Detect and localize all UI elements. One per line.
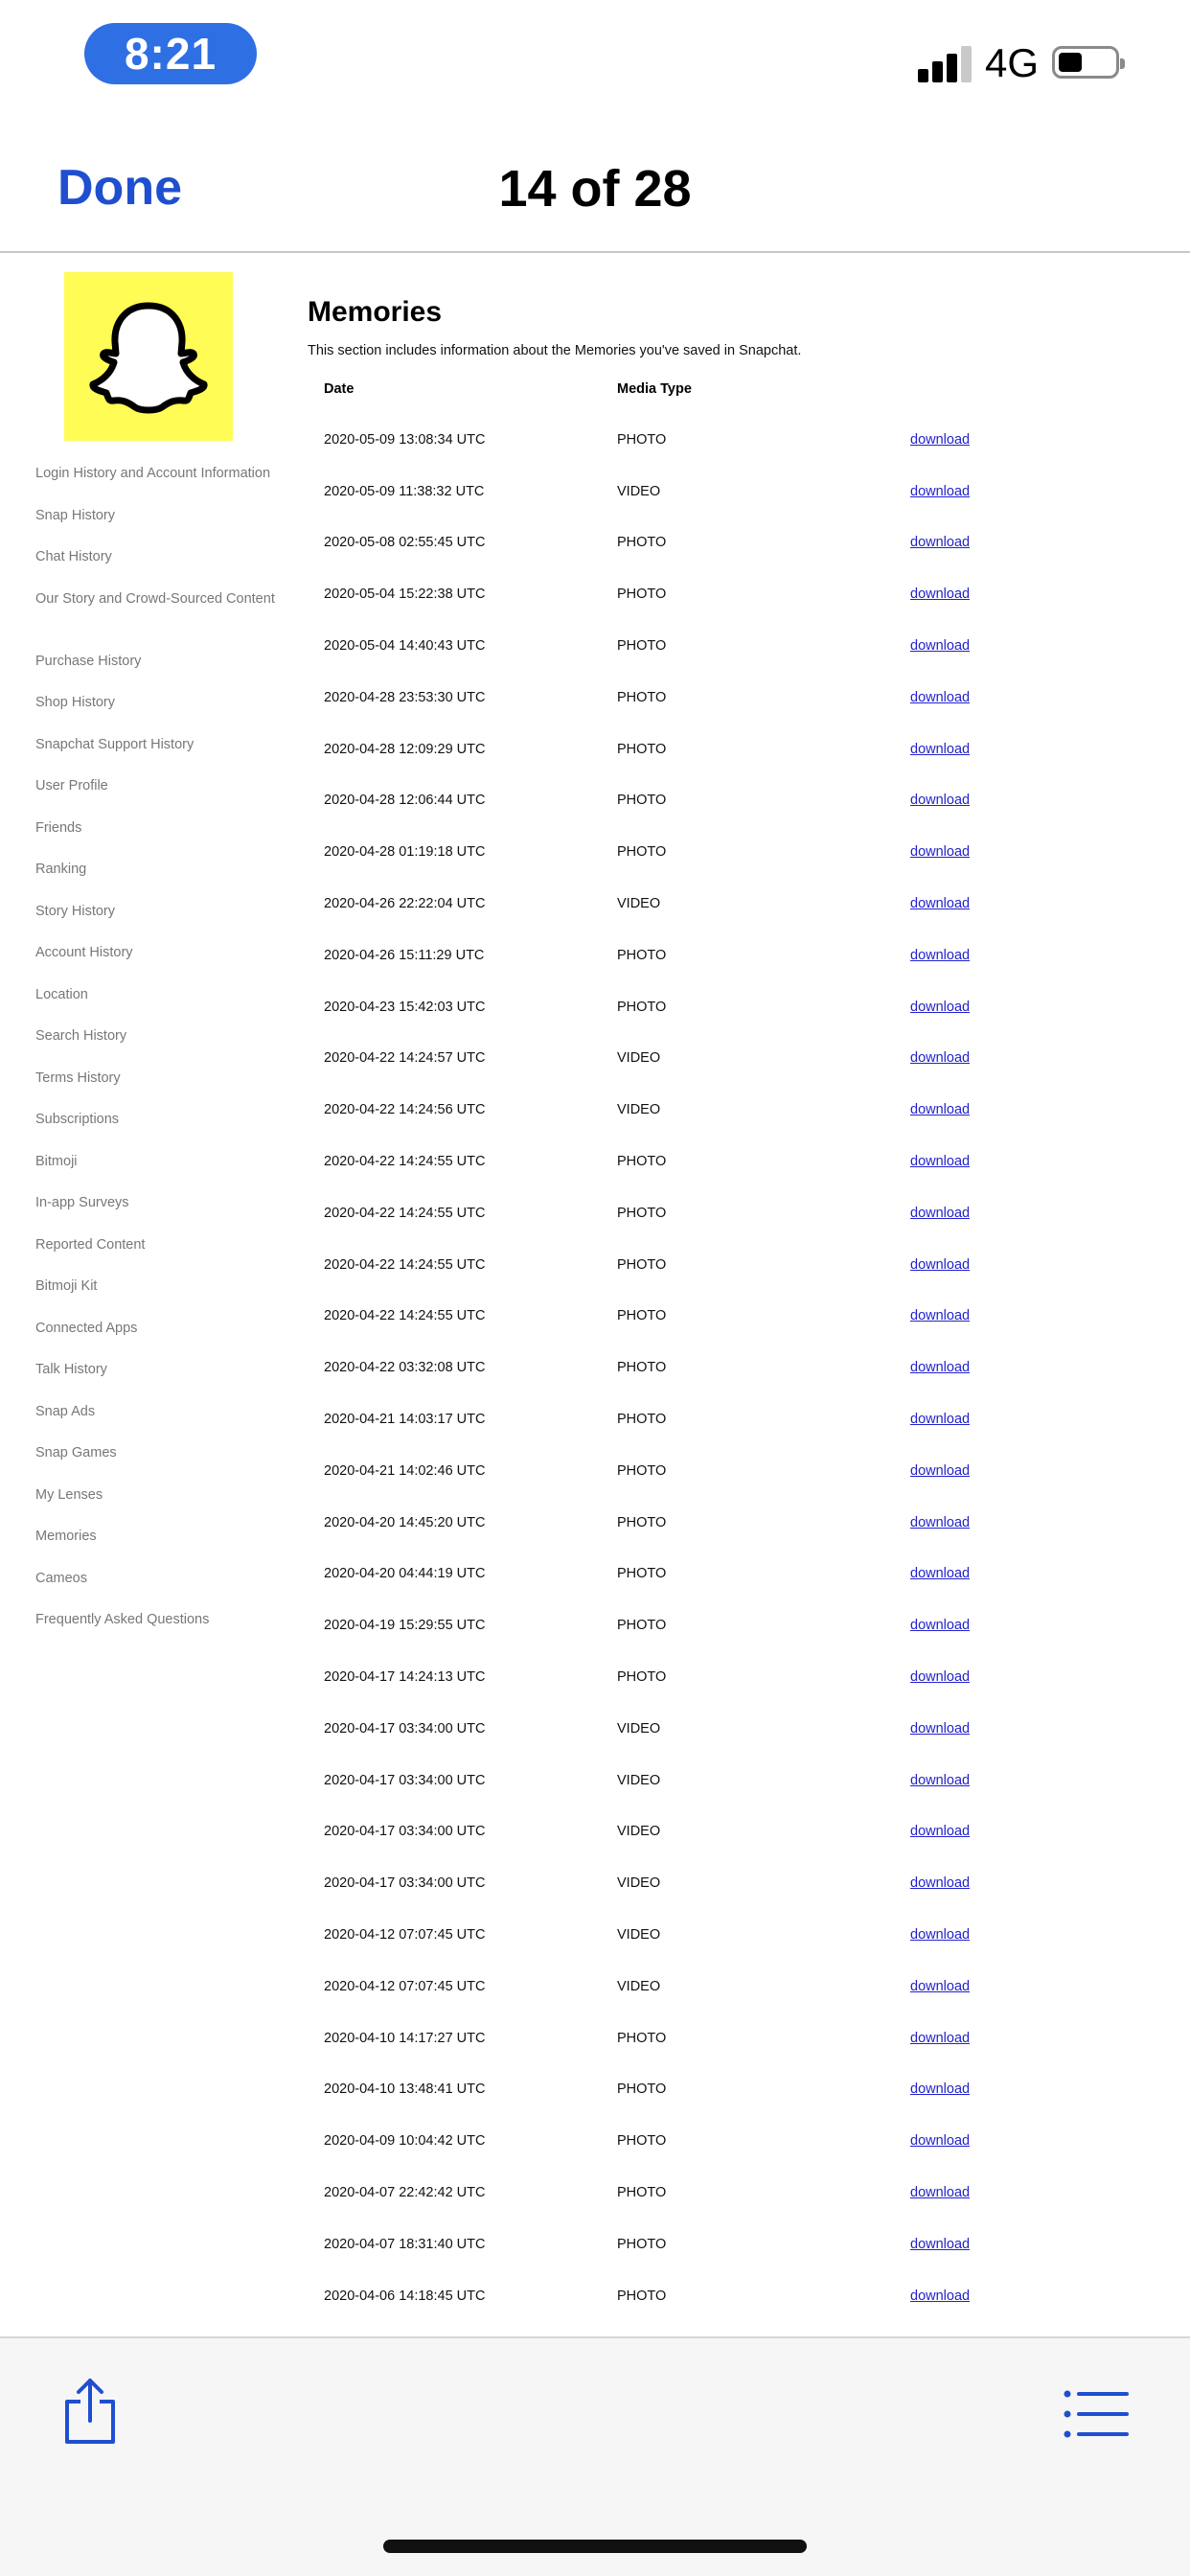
download-link[interactable]: download: [910, 1772, 971, 1788]
snapchat-ghost-icon: [64, 272, 233, 441]
sidebar-item-login-history-and-account-information[interactable]: Login History and Account Information: [35, 466, 271, 481]
table-row: [324, 1136, 1102, 1187]
table-row: [324, 1857, 1102, 1909]
table-row: [324, 1961, 1102, 2012]
table-row: [324, 2219, 1102, 2270]
done-button[interactable]: Done: [57, 160, 182, 216]
table-header-row: [324, 381, 1102, 414]
table-row: [324, 1755, 1102, 1806]
memory-date: 2020-04-07 18:31:40 UTC: [324, 2236, 486, 2252]
section-title: Memories: [308, 296, 443, 328]
status-bar: [0, 0, 1190, 115]
memory-date: 2020-04-22 14:24:55 UTC: [324, 1308, 486, 1324]
share-icon[interactable]: [61, 2377, 119, 2448]
memory-date: 2020-04-17 14:24:13 UTC: [324, 1669, 486, 1686]
memory-date: 2020-05-04 15:22:38 UTC: [324, 586, 486, 603]
memory-media-type: PHOTO: [617, 2030, 667, 2046]
memory-media-type: PHOTO: [617, 2082, 667, 2098]
table-row: [324, 1393, 1102, 1445]
memory-date: 2020-04-23 15:42:03 UTC: [324, 999, 486, 1015]
sidebar-item-story-history[interactable]: Story History: [35, 903, 115, 919]
sidebar-item-memories[interactable]: Memories: [35, 1529, 97, 1544]
sidebar-item-account-history[interactable]: Account History: [35, 945, 133, 960]
memory-media-type: VIDEO: [617, 1927, 661, 1943]
sidebar-item-chat-history[interactable]: Chat History: [35, 549, 112, 564]
download-link[interactable]: download: [910, 947, 971, 963]
memory-media-type: PHOTO: [617, 947, 667, 963]
memory-date: 2020-04-28 12:06:44 UTC: [324, 793, 486, 809]
memory-media-type: PHOTO: [617, 586, 667, 603]
download-link[interactable]: download: [910, 689, 971, 705]
sidebar-item-talk-history[interactable]: Talk History: [35, 1362, 107, 1377]
download-link[interactable]: download: [910, 1720, 971, 1736]
sidebar-item-subscriptions[interactable]: Subscriptions: [35, 1112, 120, 1127]
download-link[interactable]: download: [910, 2030, 971, 2046]
table-row: [324, 1084, 1102, 1136]
memory-date: 2020-04-22 14:24:55 UTC: [324, 1205, 486, 1221]
memory-date: 2020-04-17 03:34:00 UTC: [324, 1720, 486, 1736]
download-link[interactable]: download: [910, 1050, 971, 1067]
nav-bar: [0, 115, 1190, 253]
memory-media-type: PHOTO: [617, 638, 667, 655]
memory-date: 2020-05-09 11:38:32 UTC: [324, 483, 485, 499]
memory-media-type: VIDEO: [617, 1720, 661, 1736]
sidebar-item-cameos[interactable]: Cameos: [35, 1570, 87, 1586]
download-link[interactable]: download: [910, 1308, 971, 1324]
memory-media-type: PHOTO: [617, 1566, 667, 1582]
table-row: [324, 1549, 1102, 1600]
section-description: This section includes information about the Memories you've saved in Snapchat.: [308, 343, 802, 358]
table-row: [324, 2064, 1102, 2116]
memory-media-type: PHOTO: [617, 1256, 667, 1273]
download-link[interactable]: download: [910, 1566, 971, 1582]
table-row: [324, 878, 1102, 930]
memory-media-type: VIDEO: [617, 1824, 661, 1840]
memory-date: 2020-04-28 01:19:18 UTC: [324, 844, 486, 861]
sidebar-item-purchase-history[interactable]: Purchase History: [35, 653, 142, 669]
download-link[interactable]: download: [910, 586, 971, 603]
download-link[interactable]: download: [910, 1412, 971, 1428]
battery-icon: [1052, 46, 1119, 79]
memory-media-type: VIDEO: [617, 483, 661, 499]
memory-media-type: PHOTO: [617, 2133, 667, 2150]
download-link[interactable]: download: [910, 1256, 971, 1273]
download-link[interactable]: download: [910, 2288, 971, 2304]
download-link[interactable]: download: [910, 741, 971, 757]
network-type: 4G: [985, 40, 1040, 85]
sidebar-item-snapchat-support-history[interactable]: Snapchat Support History: [35, 736, 195, 752]
table-row: [324, 620, 1102, 672]
column-header-media-type: Media Type: [617, 381, 692, 397]
memory-date: 2020-04-09 10:04:42 UTC: [324, 2133, 486, 2150]
column-header-date: Date: [324, 381, 355, 397]
memory-media-type: VIDEO: [617, 896, 661, 912]
download-link[interactable]: download: [910, 535, 971, 551]
table-row: [324, 1806, 1102, 1858]
memory-date: 2020-05-09 13:08:34 UTC: [324, 431, 486, 448]
sidebar-item-our-story-and-crowd-sourced-content[interactable]: Our Story and Crowd-Sourced Content: [35, 590, 275, 607]
memory-date: 2020-05-08 02:55:45 UTC: [324, 535, 486, 551]
table-row: [324, 466, 1102, 518]
home-indicator: [383, 2540, 807, 2553]
table-row: [324, 930, 1102, 981]
table-row: [324, 1599, 1102, 1651]
table-row: [324, 518, 1102, 569]
memory-date: 2020-04-10 13:48:41 UTC: [324, 2082, 486, 2098]
memory-date: 2020-04-21 14:03:17 UTC: [324, 1412, 486, 1428]
table-row: [324, 672, 1102, 724]
sidebar-item-terms-history[interactable]: Terms History: [35, 1070, 121, 1086]
download-link[interactable]: download: [910, 1875, 971, 1892]
sidebar-item-user-profile[interactable]: User Profile: [35, 778, 108, 794]
memory-media-type: PHOTO: [617, 844, 667, 861]
sidebar-item-reported-content[interactable]: Reported Content: [35, 1236, 146, 1253]
memory-media-type: VIDEO: [617, 1102, 661, 1118]
status-time: 8:21: [84, 23, 257, 84]
memory-date: 2020-04-17 03:34:00 UTC: [324, 1875, 486, 1892]
download-link[interactable]: download: [910, 1927, 971, 1943]
sidebar-item-in-app-surveys[interactable]: In-app Surveys: [35, 1195, 129, 1210]
memory-media-type: PHOTO: [617, 1308, 667, 1324]
table-row: [324, 568, 1102, 620]
sidebar-item-frequently-asked-questions[interactable]: Frequently Asked Questions: [35, 1612, 210, 1627]
page-counter: 14 of 28: [498, 160, 692, 218]
table-row: [324, 724, 1102, 775]
download-link[interactable]: download: [910, 1514, 971, 1530]
download-link[interactable]: download: [910, 2082, 971, 2098]
memory-date: 2020-04-22 14:24:57 UTC: [324, 1050, 486, 1067]
memory-media-type: VIDEO: [617, 1050, 661, 1067]
table-row: [324, 1445, 1102, 1497]
signal-icon: [918, 44, 972, 82]
memory-date: 2020-04-26 22:22:04 UTC: [324, 896, 486, 912]
memory-media-type: PHOTO: [617, 2184, 667, 2200]
table-row: [324, 1497, 1102, 1549]
sidebar-item-snap-history[interactable]: Snap History: [35, 507, 116, 523]
bottom-toolbar: [0, 2336, 1190, 2576]
column-header-download: [910, 381, 1102, 414]
download-link[interactable]: download: [910, 1154, 971, 1170]
sidebar-item-snap-ads[interactable]: Snap Ads: [35, 1403, 96, 1419]
sidebar-item-location[interactable]: Location: [35, 986, 88, 1002]
sidebar-item-connected-apps[interactable]: Connected Apps: [35, 1320, 138, 1336]
table-row: [324, 1909, 1102, 1961]
memory-date: 2020-04-12 07:07:45 UTC: [324, 1927, 486, 1943]
memory-media-type: PHOTO: [617, 1360, 667, 1376]
table-row: [324, 2167, 1102, 2219]
memory-date: 2020-04-17 03:34:00 UTC: [324, 1772, 486, 1788]
sidebar-item-bitmoji[interactable]: Bitmoji: [35, 1153, 78, 1169]
sidebar-item-bitmoji-kit[interactable]: Bitmoji Kit: [35, 1278, 98, 1294]
download-link[interactable]: download: [910, 896, 971, 912]
table-row: [324, 2012, 1102, 2064]
download-link[interactable]: download: [910, 999, 971, 1015]
memory-media-type: PHOTO: [617, 1462, 667, 1479]
memory-date: 2020-04-20 04:44:19 UTC: [324, 1566, 486, 1582]
memory-media-type: VIDEO: [617, 1772, 661, 1788]
table-row: [324, 1342, 1102, 1393]
download-link[interactable]: download: [910, 2184, 971, 2200]
table-row: [324, 1703, 1102, 1755]
memory-media-type: PHOTO: [617, 2288, 667, 2304]
sidebar-item-snap-games[interactable]: Snap Games: [35, 1445, 117, 1460]
memory-media-type: PHOTO: [617, 1618, 667, 1634]
sidebar-item-my-lenses[interactable]: My Lenses: [35, 1486, 103, 1503]
memory-media-type: PHOTO: [617, 689, 667, 705]
download-link[interactable]: download: [910, 1205, 971, 1221]
memory-date: 2020-04-07 22:42:42 UTC: [324, 2184, 486, 2200]
table-row: [324, 826, 1102, 878]
table-row: [324, 1239, 1102, 1291]
memory-date: 2020-04-22 03:32:08 UTC: [324, 1360, 486, 1376]
download-link[interactable]: download: [910, 1669, 971, 1686]
table-row: [324, 414, 1102, 466]
download-link[interactable]: download: [910, 431, 971, 448]
memory-date: 2020-04-06 14:18:45 UTC: [324, 2288, 486, 2304]
document-content[interactable]: [0, 253, 1190, 2336]
memory-date: 2020-04-21 14:02:46 UTC: [324, 1462, 486, 1479]
memory-media-type: PHOTO: [617, 741, 667, 757]
sidebar-item-shop-history[interactable]: Shop History: [35, 695, 116, 710]
memories-table: [324, 381, 1102, 2321]
table-row: [324, 1291, 1102, 1343]
memory-date: 2020-04-26 15:11:29 UTC: [324, 947, 485, 963]
download-link[interactable]: download: [910, 1360, 971, 1376]
memory-date: 2020-04-12 07:07:45 UTC: [324, 1978, 486, 1994]
memory-media-type: PHOTO: [617, 535, 667, 551]
table-row: [324, 2270, 1102, 2322]
table-row: [324, 1033, 1102, 1085]
memories-section: [308, 295, 1151, 2321]
memory-date: 2020-04-20 14:45:20 UTC: [324, 1514, 486, 1530]
download-link[interactable]: download: [910, 2236, 971, 2252]
table-row: [324, 775, 1102, 827]
sidebar-item-friends[interactable]: Friends: [35, 819, 82, 836]
memory-media-type: VIDEO: [617, 1875, 661, 1892]
memory-date: 2020-04-22 14:24:55 UTC: [324, 1154, 486, 1170]
memory-media-type: PHOTO: [617, 793, 667, 809]
table-row: [324, 1651, 1102, 1703]
memory-date: 2020-04-28 12:09:29 UTC: [324, 741, 486, 757]
sidebar-item-search-history[interactable]: Search History: [35, 1028, 127, 1044]
list-icon[interactable]: [1064, 2390, 1129, 2438]
memory-date: 2020-04-10 14:17:27 UTC: [324, 2030, 486, 2046]
memory-date: 2020-04-17 03:34:00 UTC: [324, 1824, 486, 1840]
table-row: [324, 2115, 1102, 2167]
memory-media-type: PHOTO: [617, 1514, 667, 1530]
memory-media-type: PHOTO: [617, 1154, 667, 1170]
memory-media-type: PHOTO: [617, 2236, 667, 2252]
memory-date: 2020-04-22 14:24:56 UTC: [324, 1102, 486, 1118]
memory-date: 2020-04-28 23:53:30 UTC: [324, 689, 486, 705]
download-link[interactable]: download: [910, 844, 971, 861]
download-link[interactable]: download: [910, 1462, 971, 1479]
memory-media-type: PHOTO: [617, 999, 667, 1015]
download-link[interactable]: download: [910, 1824, 971, 1840]
memory-date: 2020-04-22 14:24:55 UTC: [324, 1256, 486, 1273]
table-row: [324, 981, 1102, 1033]
download-link[interactable]: download: [910, 2133, 971, 2150]
memory-date: 2020-04-19 15:29:55 UTC: [324, 1618, 486, 1634]
memory-media-type: PHOTO: [617, 431, 667, 448]
memory-date: 2020-05-04 14:40:43 UTC: [324, 638, 486, 655]
table-row: [324, 1187, 1102, 1239]
memory-media-type: PHOTO: [617, 1669, 667, 1686]
download-link[interactable]: download: [910, 1618, 971, 1634]
memory-media-type: VIDEO: [617, 1978, 661, 1994]
memory-media-type: PHOTO: [617, 1205, 667, 1221]
download-link[interactable]: download: [910, 793, 971, 809]
download-link[interactable]: download: [910, 1102, 971, 1118]
sidebar-nav: [35, 464, 294, 1652]
download-link[interactable]: download: [910, 1978, 971, 1994]
download-link[interactable]: download: [910, 638, 971, 655]
download-link[interactable]: download: [910, 483, 971, 499]
sidebar-item-ranking[interactable]: Ranking: [35, 862, 87, 877]
memory-media-type: PHOTO: [617, 1412, 667, 1428]
